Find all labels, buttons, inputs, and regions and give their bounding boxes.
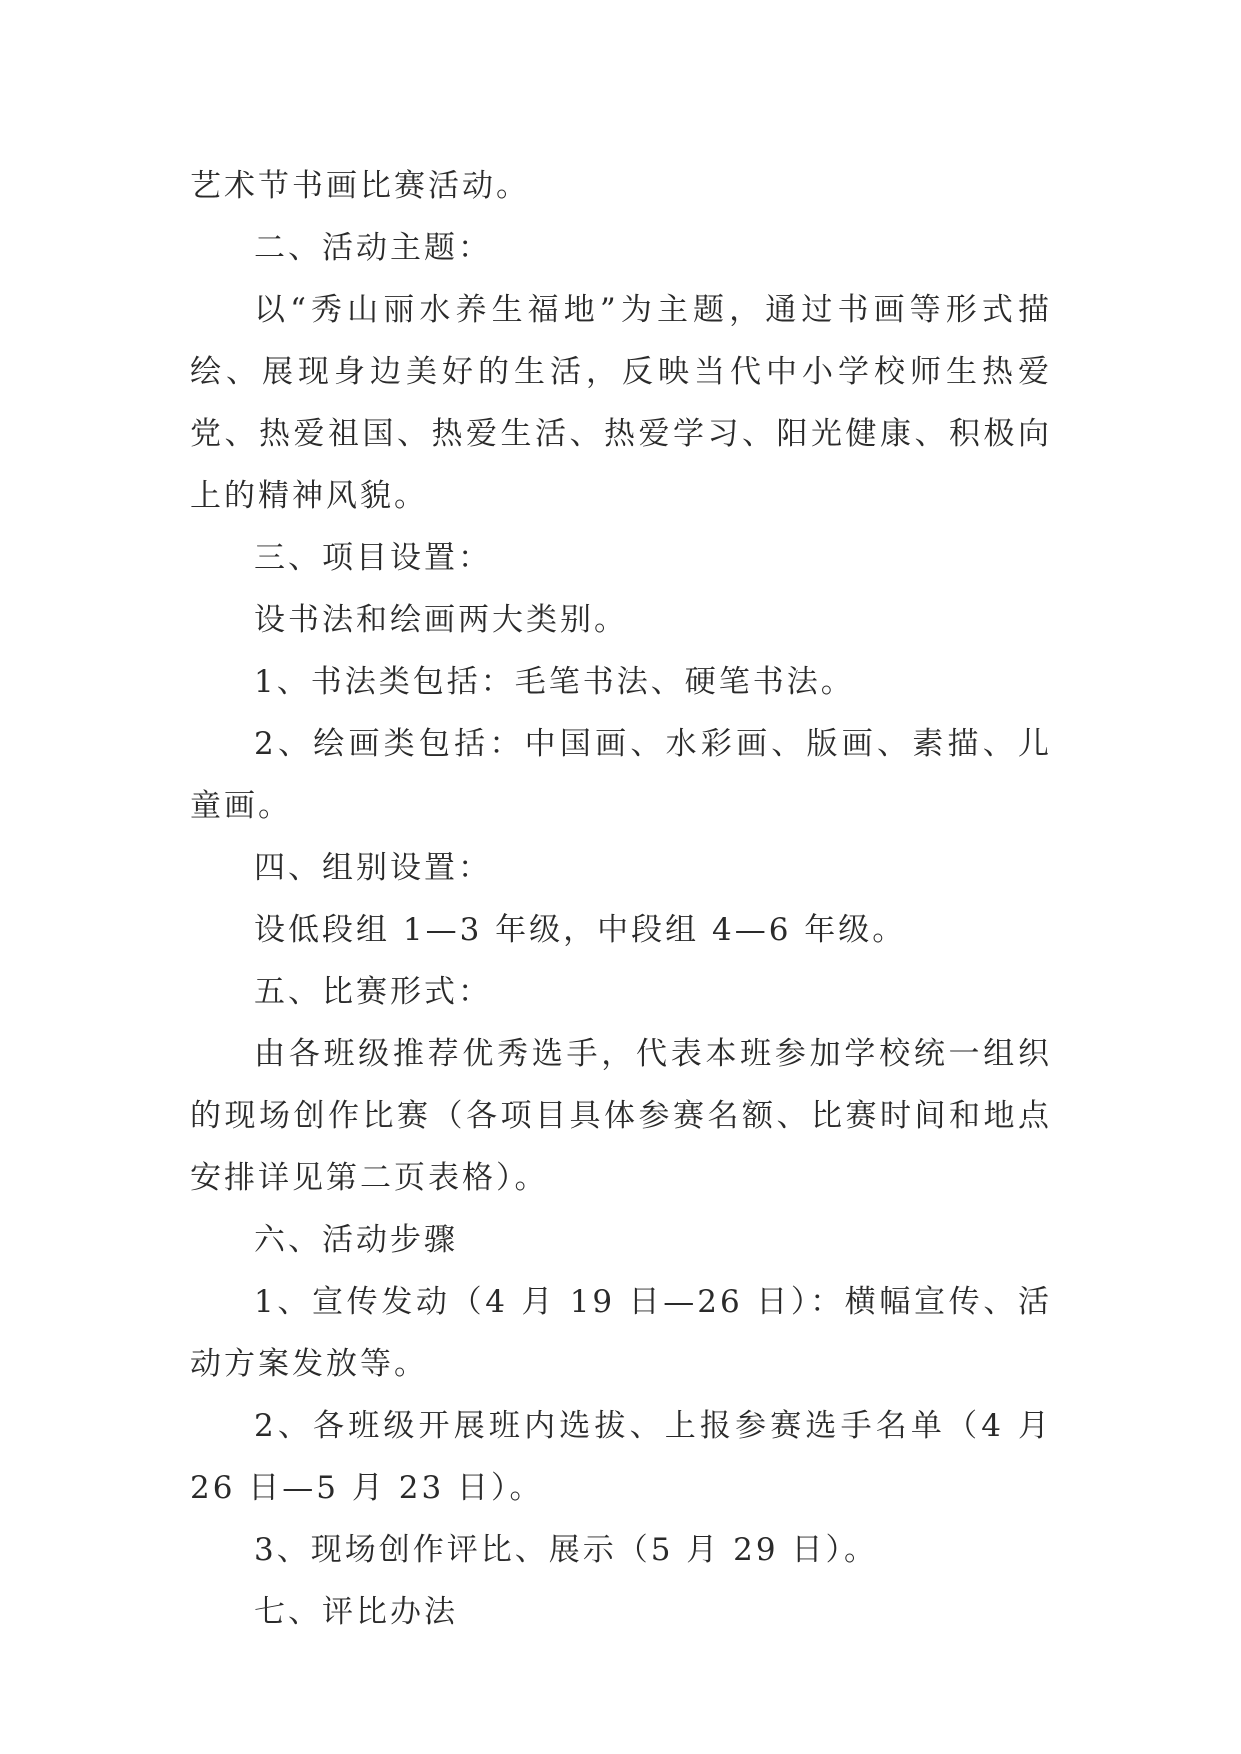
list-item-calligraphy: 1、书法类包括：毛笔书法、硬笔书法。: [254, 664, 855, 700]
section-heading-groups: 四、组别设置：: [254, 850, 492, 886]
section-heading-evaluation: 七、评比办法: [254, 1594, 458, 1630]
paragraph-theme: 以“秀山丽水养生福地”为主题，通过书画等形式描绘、展现身边美好的生活，反映当代中小学校师生热爱党、热爱祖国、热爱生活、热爱学习、阳光健康、积极向上的精神风貌。: [190, 292, 1052, 514]
section-heading-categories: 三、项目设置：: [254, 540, 492, 576]
section-heading-steps: 六、活动步骤: [254, 1222, 458, 1258]
paragraph-groups: 设低段组 1—3 年级，中段组 4—6 年级。: [254, 912, 907, 948]
list-item-step-1: 1、宣传发动（4 月 19 日—26 日）：横幅宣传、活动方案发放等。: [190, 1284, 1052, 1382]
list-item-step-2: 2、各班级开展班内选拔、上报参赛选手名单（4 月 26 日—5 月 23 日）。: [190, 1408, 1052, 1506]
paragraph-categories: 设书法和绘画两大类别。: [254, 602, 628, 638]
document-body: [190, 155, 1052, 1643]
section-heading-theme: 二、活动主题：: [254, 230, 492, 266]
list-item-step-3: 3、现场创作评比、展示（5 月 29 日）。: [254, 1532, 878, 1568]
list-item-painting: 2、绘画类包括：中国画、水彩画、版画、素描、儿童画。: [190, 726, 1052, 824]
section-heading-format: 五、比赛形式：: [254, 974, 492, 1010]
paragraph-intro-tail: 艺术节书画比赛活动。: [190, 168, 530, 204]
paragraph-format: 由各班级推荐优秀选手，代表本班参加学校统一组织的现场创作比赛（各项目具体参赛名额、比赛时间和地点安排详见第二页表格）。: [190, 1036, 1052, 1196]
